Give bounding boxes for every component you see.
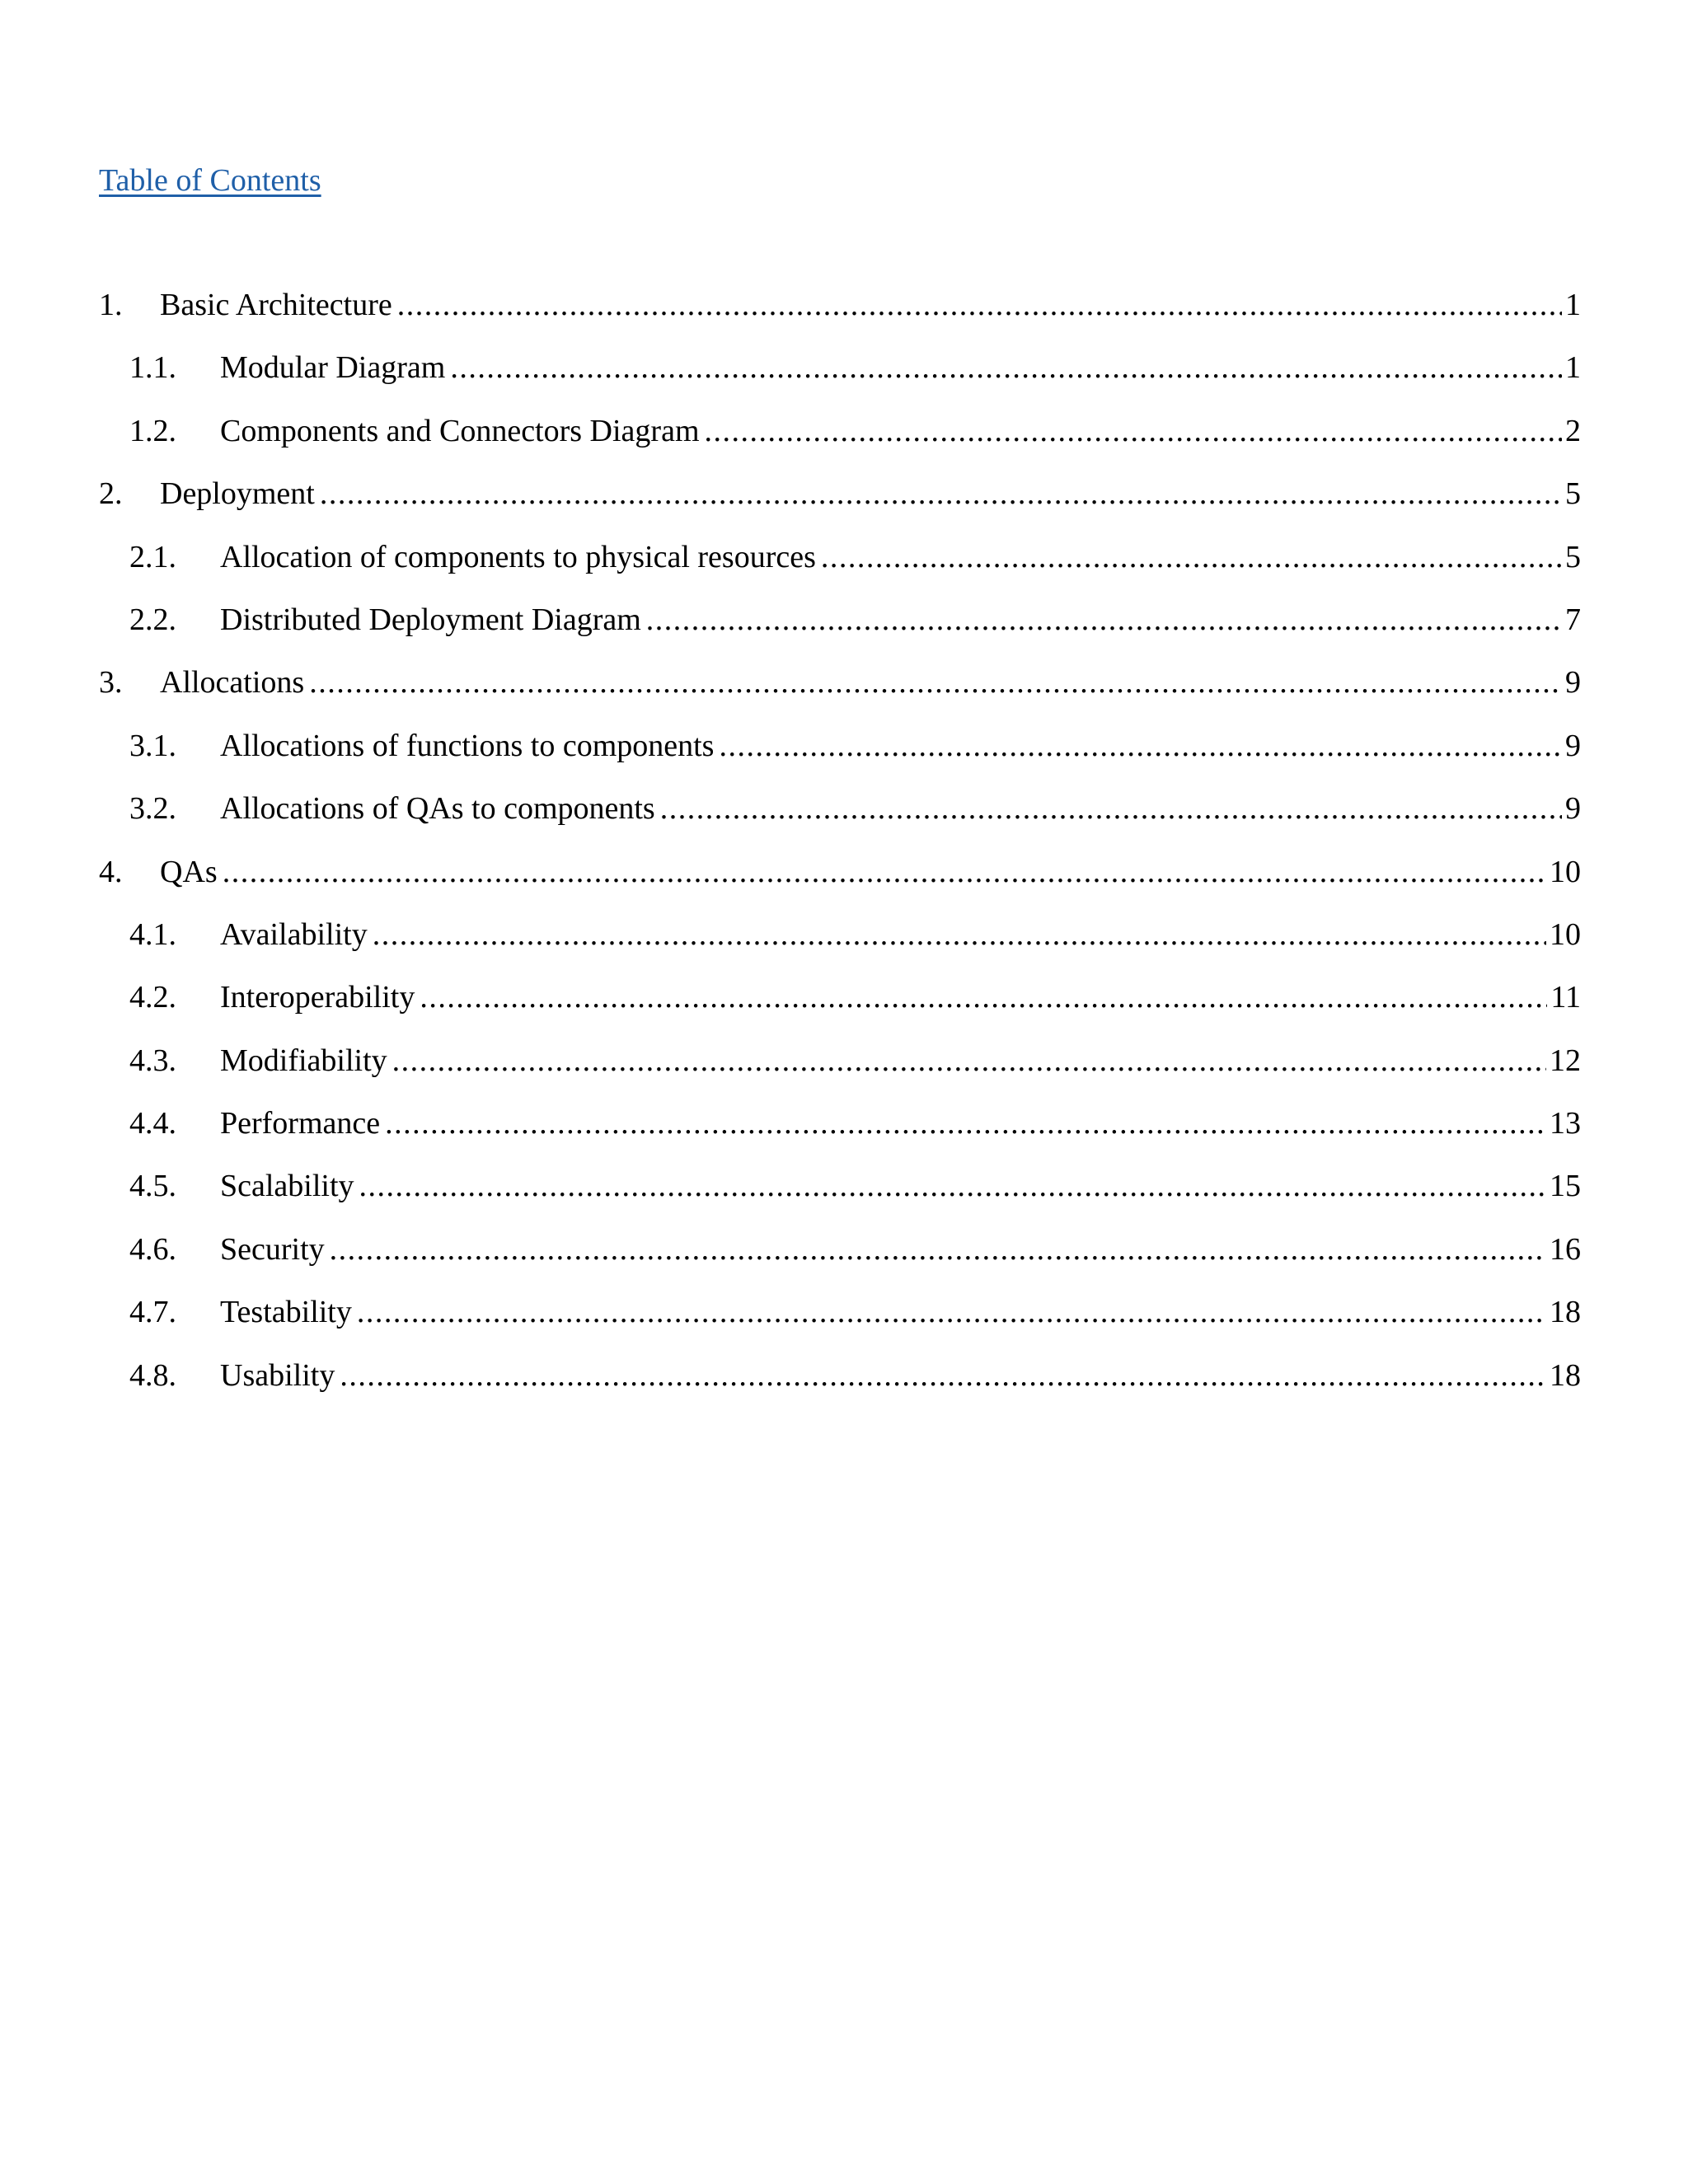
toc-entry-page-number: 18	[1550, 1357, 1581, 1393]
toc-entry-number: 3.1.	[129, 728, 176, 763]
toc-entry-number: 1.	[99, 288, 123, 322]
toc-entry-number: 4.8.	[129, 1357, 176, 1393]
toc-entry-performance[interactable]	[99, 1102, 1581, 1165]
toc-dot-leader	[646, 598, 1562, 641]
toc-entry-page-number: 11	[1550, 980, 1581, 1015]
toc-entry-testability[interactable]	[99, 1291, 1581, 1353]
toc-entry-distributed-deployment-diagram[interactable]	[99, 598, 1581, 661]
toc-entry-label: Allocations	[160, 665, 305, 701]
toc-entry-number: 4.5.	[129, 1169, 176, 1204]
toc-entry-security[interactable]	[99, 1228, 1581, 1291]
toc-entry-page-number: 5	[1565, 476, 1581, 512]
toc-entry-label: Distributed Deployment Diagram	[220, 602, 641, 637]
toc-entry-allocations-qas[interactable]	[99, 787, 1581, 850]
toc-entry-number: 3.	[99, 665, 123, 701]
toc-entry-label: Modifiability	[220, 1043, 387, 1078]
toc-entry-page-number: 13	[1550, 1106, 1581, 1141]
toc-entry-number: 2.2.	[129, 602, 176, 637]
toc-dot-leader	[392, 1039, 1546, 1082]
toc-entry-usability[interactable]	[99, 1354, 1581, 1417]
toc-entry-label: Allocation of components to physical resources	[220, 539, 816, 574]
toc-dot-leader	[373, 913, 1546, 956]
toc-entry-number: 4.6.	[129, 1231, 176, 1267]
toc-entry-label: Interoperability	[220, 980, 415, 1015]
toc-entry-modular-diagram[interactable]	[99, 346, 1581, 409]
toc-title-link[interactable]: Table of Contents	[99, 163, 321, 198]
toc-dot-leader	[821, 536, 1562, 579]
toc-entry-scalability[interactable]	[99, 1165, 1581, 1227]
toc-entry-number: 2.	[99, 476, 123, 512]
toc-dot-leader	[330, 1228, 1546, 1271]
toc-dot-leader	[309, 661, 1562, 704]
toc-entry-label: Basic Architecture	[160, 288, 392, 322]
toc-entry-label: Testability	[220, 1295, 352, 1330]
toc-entry-number: 4.3.	[129, 1043, 176, 1078]
toc-entry-allocations-functions[interactable]	[99, 724, 1581, 787]
toc-dot-leader	[705, 410, 1562, 452]
toc-entry-number: 3.2.	[129, 791, 176, 827]
toc-entry-number: 4.7.	[129, 1295, 176, 1330]
toc-entry-interoperability[interactable]	[99, 976, 1581, 1038]
toc-entry-page-number: 10	[1550, 854, 1581, 889]
toc-entry-page-number: 18	[1550, 1295, 1581, 1330]
toc-entry-number: 1.1.	[129, 350, 176, 386]
toc-dot-leader	[320, 472, 1562, 515]
toc-entry-label: Allocations of functions to components	[220, 728, 715, 763]
toc-entry-page-number: 16	[1550, 1231, 1581, 1267]
toc-entry-label: Performance	[220, 1106, 381, 1141]
toc-dot-leader	[660, 787, 1562, 830]
toc-entry-number: 2.1.	[129, 539, 176, 574]
toc-dot-leader	[385, 1102, 1546, 1145]
toc-entry-page-number: 1	[1565, 350, 1581, 386]
toc-entry-label: Components and Connectors Diagram	[220, 413, 700, 448]
toc-entry-label: Deployment	[160, 476, 315, 512]
toc-entry-deployment[interactable]	[99, 472, 1581, 535]
toc-entry-page-number: 9	[1565, 791, 1581, 827]
toc-entry-label: Security	[220, 1231, 325, 1267]
toc-entry-label: Availability	[220, 916, 368, 952]
toc-entry-allocations[interactable]	[99, 661, 1581, 724]
toc-entry-number: 4.2.	[129, 980, 176, 1015]
toc-entry-page-number: 12	[1550, 1043, 1581, 1078]
toc-entry-number: 4.1.	[129, 916, 176, 952]
toc-dot-leader	[357, 1291, 1546, 1333]
toc-entry-number: 1.2.	[129, 413, 176, 448]
toc-entry-label: Allocations of QAs to components	[220, 791, 655, 827]
toc-entry-number: 4.4.	[129, 1106, 176, 1141]
toc-entry-page-number: 9	[1565, 665, 1581, 701]
toc-entry-page-number: 2	[1565, 413, 1581, 448]
toc-entry-allocation-physical-resources[interactable]	[99, 536, 1581, 598]
toc-entry-page-number: 5	[1565, 539, 1581, 574]
toc-dot-leader	[450, 346, 1562, 389]
toc-list	[99, 284, 1581, 1417]
toc-entry-modifiability[interactable]	[99, 1039, 1581, 1102]
toc-dot-leader	[420, 976, 1547, 1019]
toc-entry-basic-architecture[interactable]	[99, 284, 1581, 346]
toc-dot-leader	[340, 1354, 1546, 1397]
toc-entry-label: Usability	[220, 1357, 335, 1393]
toc-dot-leader	[223, 851, 1546, 893]
toc-entry-availability[interactable]	[99, 913, 1581, 976]
toc-dot-leader	[359, 1165, 1546, 1207]
toc-dot-leader	[719, 724, 1562, 767]
toc-entry-page-number: 9	[1565, 728, 1581, 763]
toc-entry-label: Modular Diagram	[220, 350, 446, 386]
toc-entry-components-connectors-diagram[interactable]	[99, 410, 1581, 472]
toc-entry-page-number: 7	[1565, 602, 1581, 637]
toc-entry-qas[interactable]	[99, 851, 1581, 913]
toc-dot-leader	[397, 284, 1562, 326]
toc-entry-page-number: 10	[1550, 916, 1581, 952]
toc-entry-page-number: 15	[1550, 1169, 1581, 1204]
toc-entry-page-number: 1	[1565, 288, 1581, 322]
toc-entry-number: 4.	[99, 854, 123, 889]
toc-entry-label: QAs	[160, 854, 218, 889]
toc-entry-label: Scalability	[220, 1169, 354, 1204]
